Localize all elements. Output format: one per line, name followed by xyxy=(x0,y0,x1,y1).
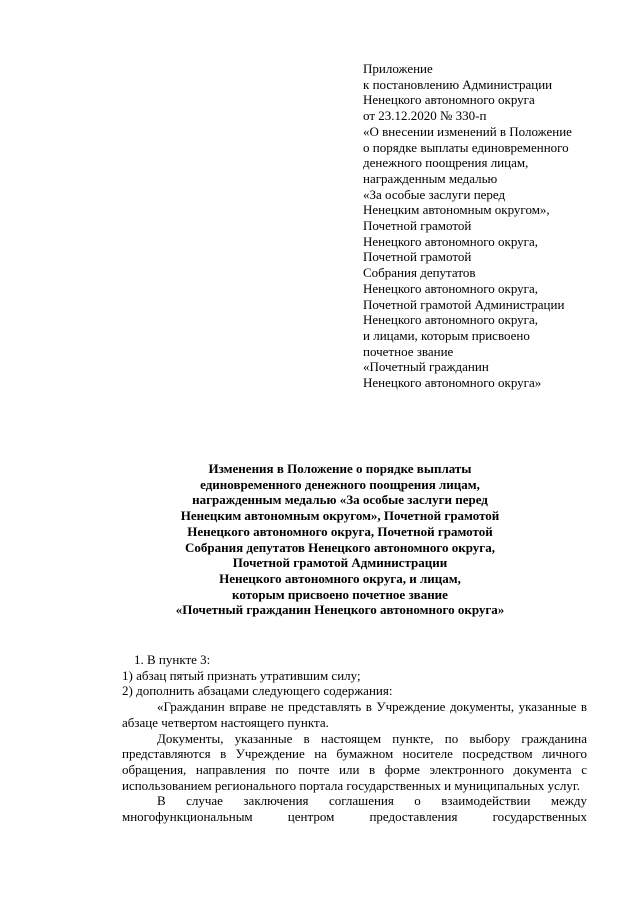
appendix-line: Собрания депутатов xyxy=(363,265,476,281)
appendix-line: и лицами, которым присвоено xyxy=(363,327,530,343)
title-line: Ненецкого автономного округа, и лицам, xyxy=(219,570,461,586)
appendix-line: Ненецкого автономного округа, xyxy=(363,280,538,296)
list-item-1: 1. В пункте 3: xyxy=(134,652,211,667)
title-line: Изменения в Положение о порядке выплаты xyxy=(208,461,472,476)
title-line: Почетной грамотой Администрации xyxy=(232,555,448,571)
appendix-line: Ненецкого автономного округа xyxy=(363,92,535,108)
list-item-1-1: 1) абзац пятый признать утратившим силу; xyxy=(122,667,361,683)
appendix-line: о порядке выплаты единовременного xyxy=(363,139,569,155)
appendix-line: Почетной грамотой Администрации xyxy=(363,296,565,312)
title-line: награжденным медалью «За особые заслуги перед xyxy=(192,492,488,508)
appendix-line: Почетной грамотой xyxy=(363,218,472,234)
appendix-line: Почетной грамотой xyxy=(363,249,472,265)
appendix-line: к постановлению Администрации xyxy=(363,76,553,92)
title-line: которым присвоено почетное звание xyxy=(232,586,448,602)
appendix-line: «Почетный гражданин xyxy=(363,359,489,375)
title-line: единовременного денежного поощрения лицам, xyxy=(200,476,480,492)
title-line: Ненецкого автономного округа, Почетной грамотой xyxy=(187,523,493,539)
appendix-line: Приложение xyxy=(363,61,433,76)
paragraph: В случае заключения соглашения о взаимодействии между многофункциональным центром предоставления государственных xyxy=(122,793,587,825)
appendix-line: Ненецкого автономного округа, xyxy=(363,233,538,249)
appendix-line: почетное звание xyxy=(363,343,454,359)
appendix-line: «За особые заслуги перед xyxy=(363,186,506,202)
appendix-line: Ненецкого автономного округа, xyxy=(363,312,538,328)
appendix-line: денежного поощрения лицам, xyxy=(363,155,529,171)
title-line: «Почетный гражданин Ненецкого автономного округа» xyxy=(175,602,505,618)
paragraph: Документы, указанные в настоящем пункте, по выбору гражданина представляются в Учреждение на бумажном носителе посредством личного обращения, направления по почте или в форме электронного документа с использованием регионального портала государственных и муниципальных услуг. xyxy=(122,730,587,793)
title-line: Ненецким автономным округом», Почетной грамотой xyxy=(180,508,500,524)
document-body xyxy=(122,652,587,825)
appendix-line: Ненецкого автономного округа» xyxy=(363,375,542,391)
appendix-line: награжденным медалью xyxy=(363,170,498,186)
appendix-header xyxy=(363,61,623,391)
document-title xyxy=(100,461,580,618)
appendix-line: «О внесении изменений в Положение xyxy=(363,123,572,139)
list-item-1-2: 2) дополнить абзацами следующего содержания: xyxy=(122,683,393,699)
paragraph: «Гражданин вправе не представлять в Учреждение документы, указанные в абзаце четвертом настоящего пункта. xyxy=(122,699,587,730)
appendix-line: от 23.12.2020 № 330-п xyxy=(363,108,487,124)
title-line: Собрания депутатов Ненецкого автономного округа, xyxy=(185,539,495,555)
appendix-line: Ненецким автономным округом», xyxy=(363,202,550,218)
